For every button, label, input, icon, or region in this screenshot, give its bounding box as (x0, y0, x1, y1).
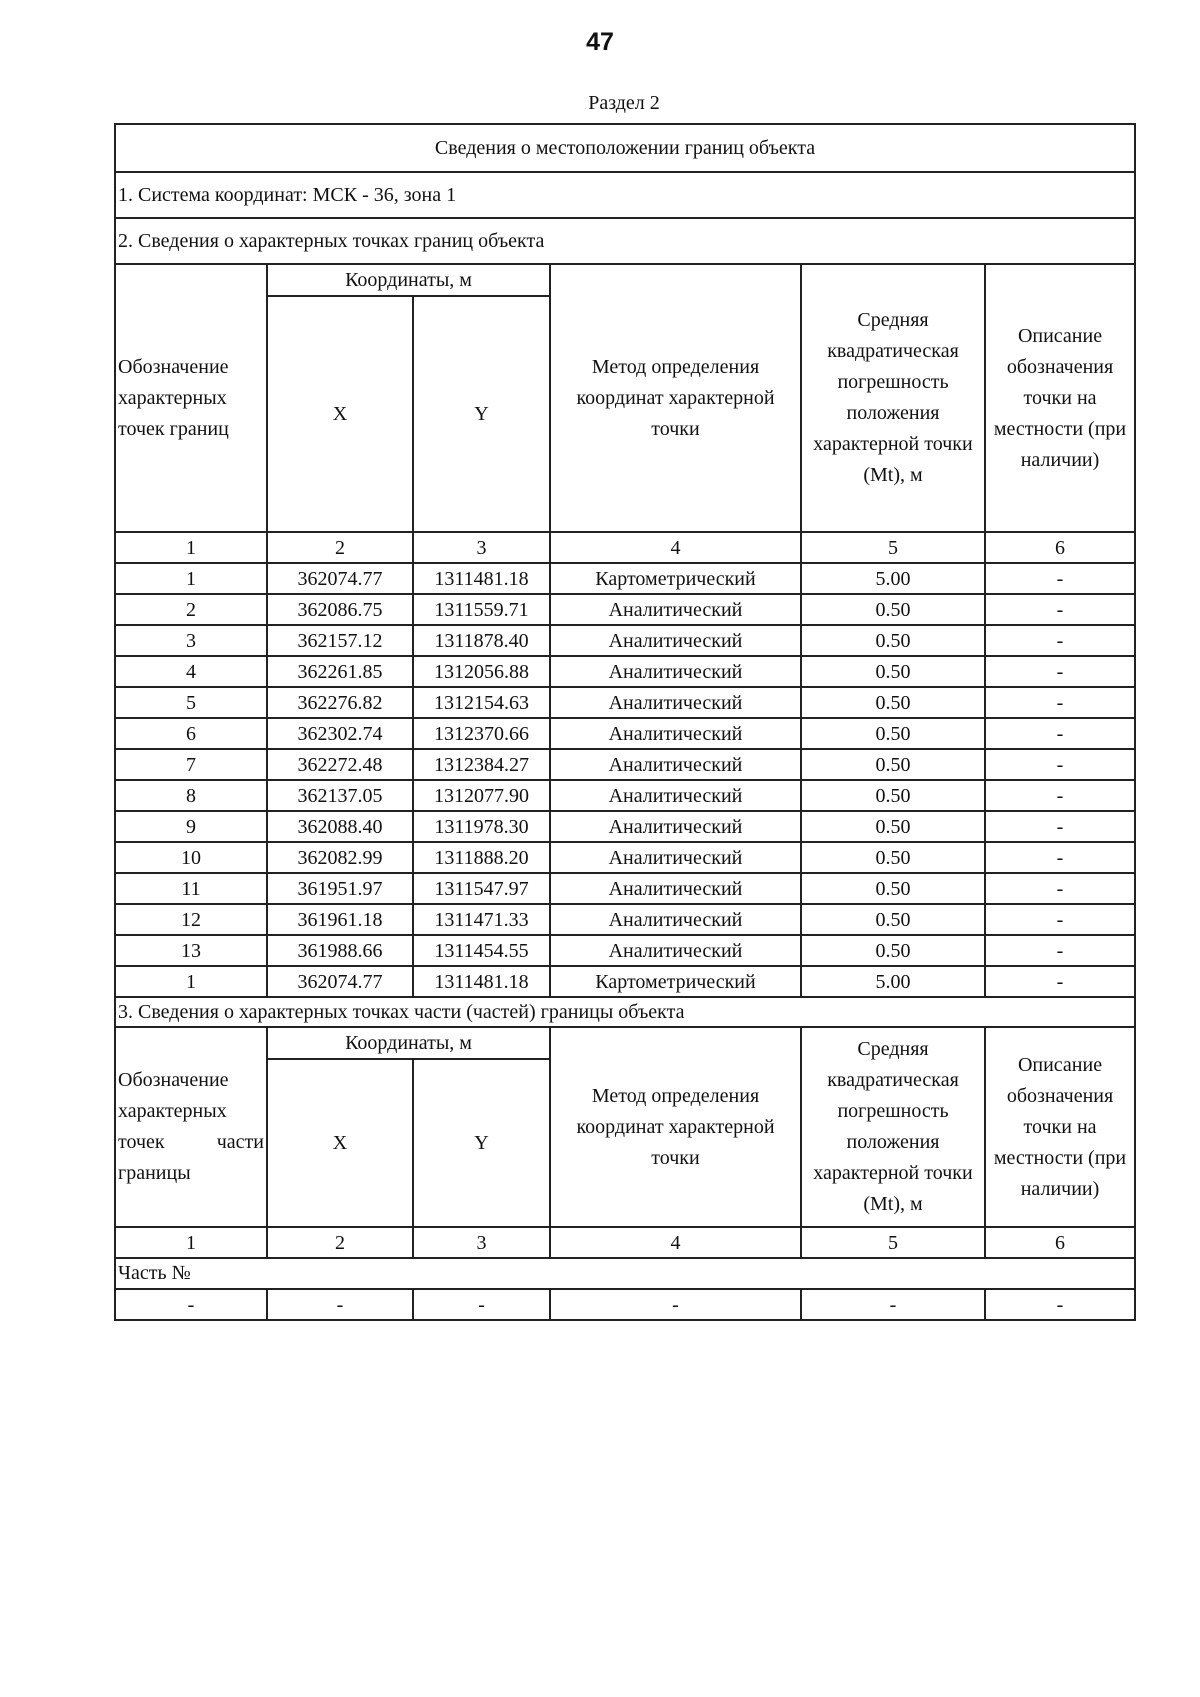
y-cell: 1312077.90 (413, 780, 550, 811)
page-number: 47 (586, 28, 614, 56)
x-cell: 362086.75 (267, 594, 413, 625)
description-cell: - (985, 718, 1135, 749)
y-cell: 1312154.63 (413, 687, 550, 718)
part-y-header: Y (413, 1059, 550, 1227)
column-number: 5 (801, 532, 985, 563)
error-cell: 5.00 (801, 966, 985, 997)
y-cell: 1312384.27 (413, 749, 550, 780)
table-row (115, 625, 1135, 656)
empty-cell: - (550, 1289, 801, 1320)
point-cell: 11 (115, 873, 267, 904)
description-cell: - (985, 873, 1135, 904)
description-cell: - (985, 749, 1135, 780)
x-cell: 362088.40 (267, 811, 413, 842)
description-cell: - (985, 811, 1135, 842)
point-cell: 1 (115, 966, 267, 997)
table-row (115, 749, 1135, 780)
y-cell: 1311454.55 (413, 935, 550, 966)
method-cell: Аналитический (550, 873, 801, 904)
section3-title: 3. Сведения о характерных точках части (частей) границы объекта (115, 997, 1135, 1027)
x-cell: 362157.12 (267, 625, 413, 656)
error-cell: 0.50 (801, 687, 985, 718)
column-numbers-row (115, 532, 1135, 563)
table-row (115, 904, 1135, 935)
empty-cell: - (985, 1289, 1135, 1320)
description-cell: - (985, 780, 1135, 811)
table-row (115, 656, 1135, 687)
table-row (115, 780, 1135, 811)
method-cell: Картометрический (550, 563, 801, 594)
description-cell: - (985, 687, 1135, 718)
x-cell: 362302.74 (267, 718, 413, 749)
error-cell: 0.50 (801, 718, 985, 749)
method-cell: Аналитический (550, 935, 801, 966)
y-cell: 1312370.66 (413, 718, 550, 749)
part-label: Часть № (115, 1258, 1135, 1289)
y-cell: 1311888.20 (413, 842, 550, 873)
point-cell: 2 (115, 594, 267, 625)
y-cell: 1311481.18 (413, 563, 550, 594)
y-cell: 1311559.71 (413, 594, 550, 625)
part-x-header: X (267, 1059, 413, 1227)
part-method-header: Метод определения координат характерной точки (550, 1027, 801, 1227)
method-cell: Аналитический (550, 718, 801, 749)
error-cell: 0.50 (801, 749, 985, 780)
method-cell: Аналитический (550, 625, 801, 656)
table-row (115, 687, 1135, 718)
table-row (115, 935, 1135, 966)
section-label: Раздел 2 (588, 92, 660, 114)
error-header: Средняя квадратическая погрешность положения характерной точки (Mt), м (801, 264, 985, 532)
empty-cell: - (801, 1289, 985, 1320)
points-body (115, 563, 1135, 997)
x-cell: 362082.99 (267, 842, 413, 873)
point-cell: 7 (115, 749, 267, 780)
section2-title: 2. Сведения о характерных точках границ объекта (115, 218, 1135, 264)
x-header: X (267, 296, 413, 532)
table-row (115, 594, 1135, 625)
column-number: 4 (550, 1227, 801, 1258)
part-designation-header: Обозначение характерных точек части границы (115, 1027, 267, 1227)
y-cell: 1312056.88 (413, 656, 550, 687)
designation-header: Обозначение характерных точек границ (115, 264, 267, 532)
method-cell: Аналитический (550, 780, 801, 811)
column-number: 3 (413, 1227, 550, 1258)
table-row (115, 563, 1135, 594)
point-cell: 13 (115, 935, 267, 966)
y-cell: 1311547.97 (413, 873, 550, 904)
x-cell: 362276.82 (267, 687, 413, 718)
description-cell: - (985, 966, 1135, 997)
description-cell: - (985, 625, 1135, 656)
table-row (115, 966, 1135, 997)
x-cell: 362261.85 (267, 656, 413, 687)
method-cell: Аналитический (550, 656, 801, 687)
column-number: 3 (413, 532, 550, 563)
method-cell: Аналитический (550, 687, 801, 718)
method-cell: Аналитический (550, 811, 801, 842)
point-cell: 12 (115, 904, 267, 935)
coordinates-header: Координаты, м (267, 264, 550, 296)
column-number: 6 (985, 532, 1135, 563)
column-number: 4 (550, 532, 801, 563)
part-coordinates-header: Координаты, м (267, 1027, 550, 1059)
method-header: Метод определения координат характерной точки (550, 264, 801, 532)
column-number: 2 (267, 1227, 413, 1258)
x-cell: 362137.05 (267, 780, 413, 811)
error-cell: 0.50 (801, 904, 985, 935)
error-cell: 0.50 (801, 842, 985, 873)
table-row (115, 873, 1135, 904)
table-row (115, 842, 1135, 873)
y-cell: 1311471.33 (413, 904, 550, 935)
y-cell: 1311481.18 (413, 966, 550, 997)
y-header: Y (413, 296, 550, 532)
part-empty-row (115, 1289, 1135, 1320)
error-cell: 0.50 (801, 811, 985, 842)
description-header: Описание обозначения точки на местности (при наличии) (985, 264, 1135, 532)
empty-cell: - (267, 1289, 413, 1320)
x-cell: 362272.48 (267, 749, 413, 780)
description-cell: - (985, 656, 1135, 687)
coordinate-system: 1. Система координат: МСК - 36, зона 1 (115, 172, 1135, 218)
x-cell: 361951.97 (267, 873, 413, 904)
error-cell: 0.50 (801, 873, 985, 904)
table-title: Сведения о местоположении границ объекта (115, 124, 1135, 172)
table-row (115, 811, 1135, 842)
point-cell: 6 (115, 718, 267, 749)
column-number: 1 (115, 1227, 267, 1258)
point-cell: 4 (115, 656, 267, 687)
x-cell: 361988.66 (267, 935, 413, 966)
table-row (115, 718, 1135, 749)
empty-cell: - (115, 1289, 267, 1320)
description-cell: - (985, 935, 1135, 966)
method-cell: Аналитический (550, 749, 801, 780)
method-cell: Аналитический (550, 842, 801, 873)
boundary-table (114, 123, 1136, 1321)
x-cell: 362074.77 (267, 563, 413, 594)
point-cell: 1 (115, 563, 267, 594)
error-cell: 0.50 (801, 935, 985, 966)
error-cell: 0.50 (801, 625, 985, 656)
empty-cell: - (413, 1289, 550, 1320)
x-cell: 361961.18 (267, 904, 413, 935)
y-cell: 1311878.40 (413, 625, 550, 656)
error-cell: 0.50 (801, 594, 985, 625)
description-cell: - (985, 842, 1135, 873)
column-number: 6 (985, 1227, 1135, 1258)
description-cell: - (985, 563, 1135, 594)
part-column-numbers-row (115, 1227, 1135, 1258)
y-cell: 1311978.30 (413, 811, 550, 842)
part-error-header: Средняя квадратическая погрешность положения характерной точки (Mt), м (801, 1027, 985, 1227)
error-cell: 0.50 (801, 656, 985, 687)
description-cell: - (985, 904, 1135, 935)
point-cell: 8 (115, 780, 267, 811)
description-cell: - (985, 594, 1135, 625)
method-cell: Аналитический (550, 904, 801, 935)
column-number: 1 (115, 532, 267, 563)
part-description-header: Описание обозначения точки на местности (при наличии) (985, 1027, 1135, 1227)
point-cell: 5 (115, 687, 267, 718)
column-number: 2 (267, 532, 413, 563)
method-cell: Картометрический (550, 966, 801, 997)
point-cell: 3 (115, 625, 267, 656)
method-cell: Аналитический (550, 594, 801, 625)
error-cell: 5.00 (801, 563, 985, 594)
error-cell: 0.50 (801, 780, 985, 811)
point-cell: 10 (115, 842, 267, 873)
x-cell: 362074.77 (267, 966, 413, 997)
point-cell: 9 (115, 811, 267, 842)
column-number: 5 (801, 1227, 985, 1258)
